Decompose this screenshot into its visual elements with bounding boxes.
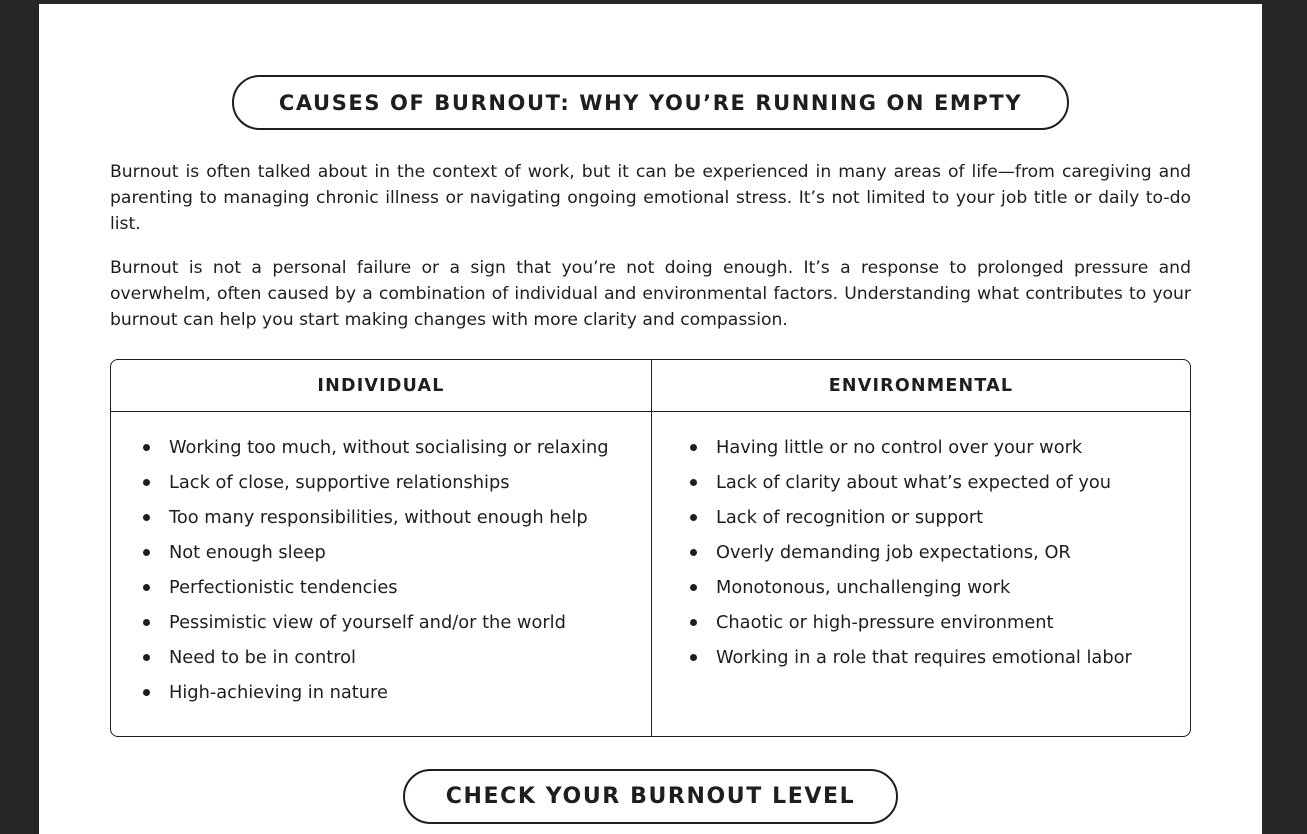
list-item — [690, 640, 1190, 675]
bullet-icon — [143, 584, 150, 591]
bullet-icon — [690, 514, 697, 521]
list-item — [690, 500, 1190, 535]
list-item — [690, 570, 1190, 605]
list-item-text: Monotonous, unchallenging work — [716, 577, 1011, 598]
environmental-list — [652, 412, 1190, 675]
list-item-text: Lack of clarity about what’s expected of you — [716, 472, 1111, 493]
environmental-header: ENVIRONMENTAL — [652, 360, 1190, 412]
list-item-text: Too many responsibilities, without enough help — [169, 507, 588, 528]
list-item — [143, 640, 651, 675]
list-item-text: Having little or no control over your work — [716, 437, 1083, 458]
bullet-icon — [143, 689, 150, 696]
bullet-icon — [690, 479, 697, 486]
bullet-icon — [143, 479, 150, 486]
bullet-icon — [143, 654, 150, 661]
list-item — [690, 430, 1190, 465]
individual-column — [111, 360, 652, 736]
list-item-text: Overly demanding job expectations, OR — [716, 542, 1071, 563]
list-item-text: Perfectionistic tendencies — [169, 577, 398, 598]
individual-list — [111, 412, 651, 710]
bullet-icon — [143, 514, 150, 521]
list-item-text: Working in a role that requires emotional labor — [716, 647, 1132, 668]
environmental-column — [652, 360, 1190, 736]
intro-paragraph-1: Burnout is often talked about in the context of work, but it can be experienced in many areas of life—from caregiving and parenting to managing chronic illness or navigating ongoing emotional stress. It’s not limited to your job title or daily to-do list. — [110, 162, 1191, 234]
list-item-text: Chaotic or high-pressure environment — [716, 612, 1054, 633]
list-item — [143, 465, 651, 500]
bullet-icon — [690, 549, 697, 556]
list-item — [143, 535, 651, 570]
check-burnout-level-button[interactable]: CHECK YOUR BURNOUT LEVEL — [403, 769, 898, 824]
list-item-text: High-achieving in nature — [169, 682, 388, 703]
intro-paragraph-2: Burnout is not a personal failure or a sign that you’re not doing enough. It’s a response to prolonged pressure and overwhelm, often caused by a combination of individual and environmental factors. Understanding what contributes to your burnout can help you start making changes with more clarity and compassion. — [110, 258, 1191, 330]
list-item — [143, 500, 651, 535]
list-item-text: Lack of recognition or support — [716, 507, 984, 528]
list-item-text: Working too much, without socialising or relaxing — [169, 437, 609, 458]
list-item — [143, 675, 651, 710]
bullet-icon — [690, 619, 697, 626]
list-item — [143, 430, 651, 465]
causes-table — [110, 359, 1191, 737]
list-item — [143, 570, 651, 605]
bullet-icon — [143, 619, 150, 626]
list-item-text: Need to be in control — [169, 647, 356, 668]
bullet-icon — [143, 549, 150, 556]
bullet-icon — [690, 654, 697, 661]
list-item-text: Pessimistic view of yourself and/or the world — [169, 612, 566, 633]
list-item — [690, 465, 1190, 500]
bullet-icon — [143, 444, 150, 451]
bullet-icon — [690, 584, 697, 591]
list-item — [143, 605, 651, 640]
bullet-icon — [690, 444, 697, 451]
document-page — [39, 4, 1262, 834]
individual-header: INDIVIDUAL — [111, 360, 651, 412]
list-item — [690, 535, 1190, 570]
list-item — [690, 605, 1190, 640]
section-title: CAUSES OF BURNOUT: WHY YOU’RE RUNNING ON EMPTY — [232, 75, 1069, 130]
list-item-text: Not enough sleep — [169, 542, 326, 563]
list-item-text: Lack of close, supportive relationships — [169, 472, 510, 493]
